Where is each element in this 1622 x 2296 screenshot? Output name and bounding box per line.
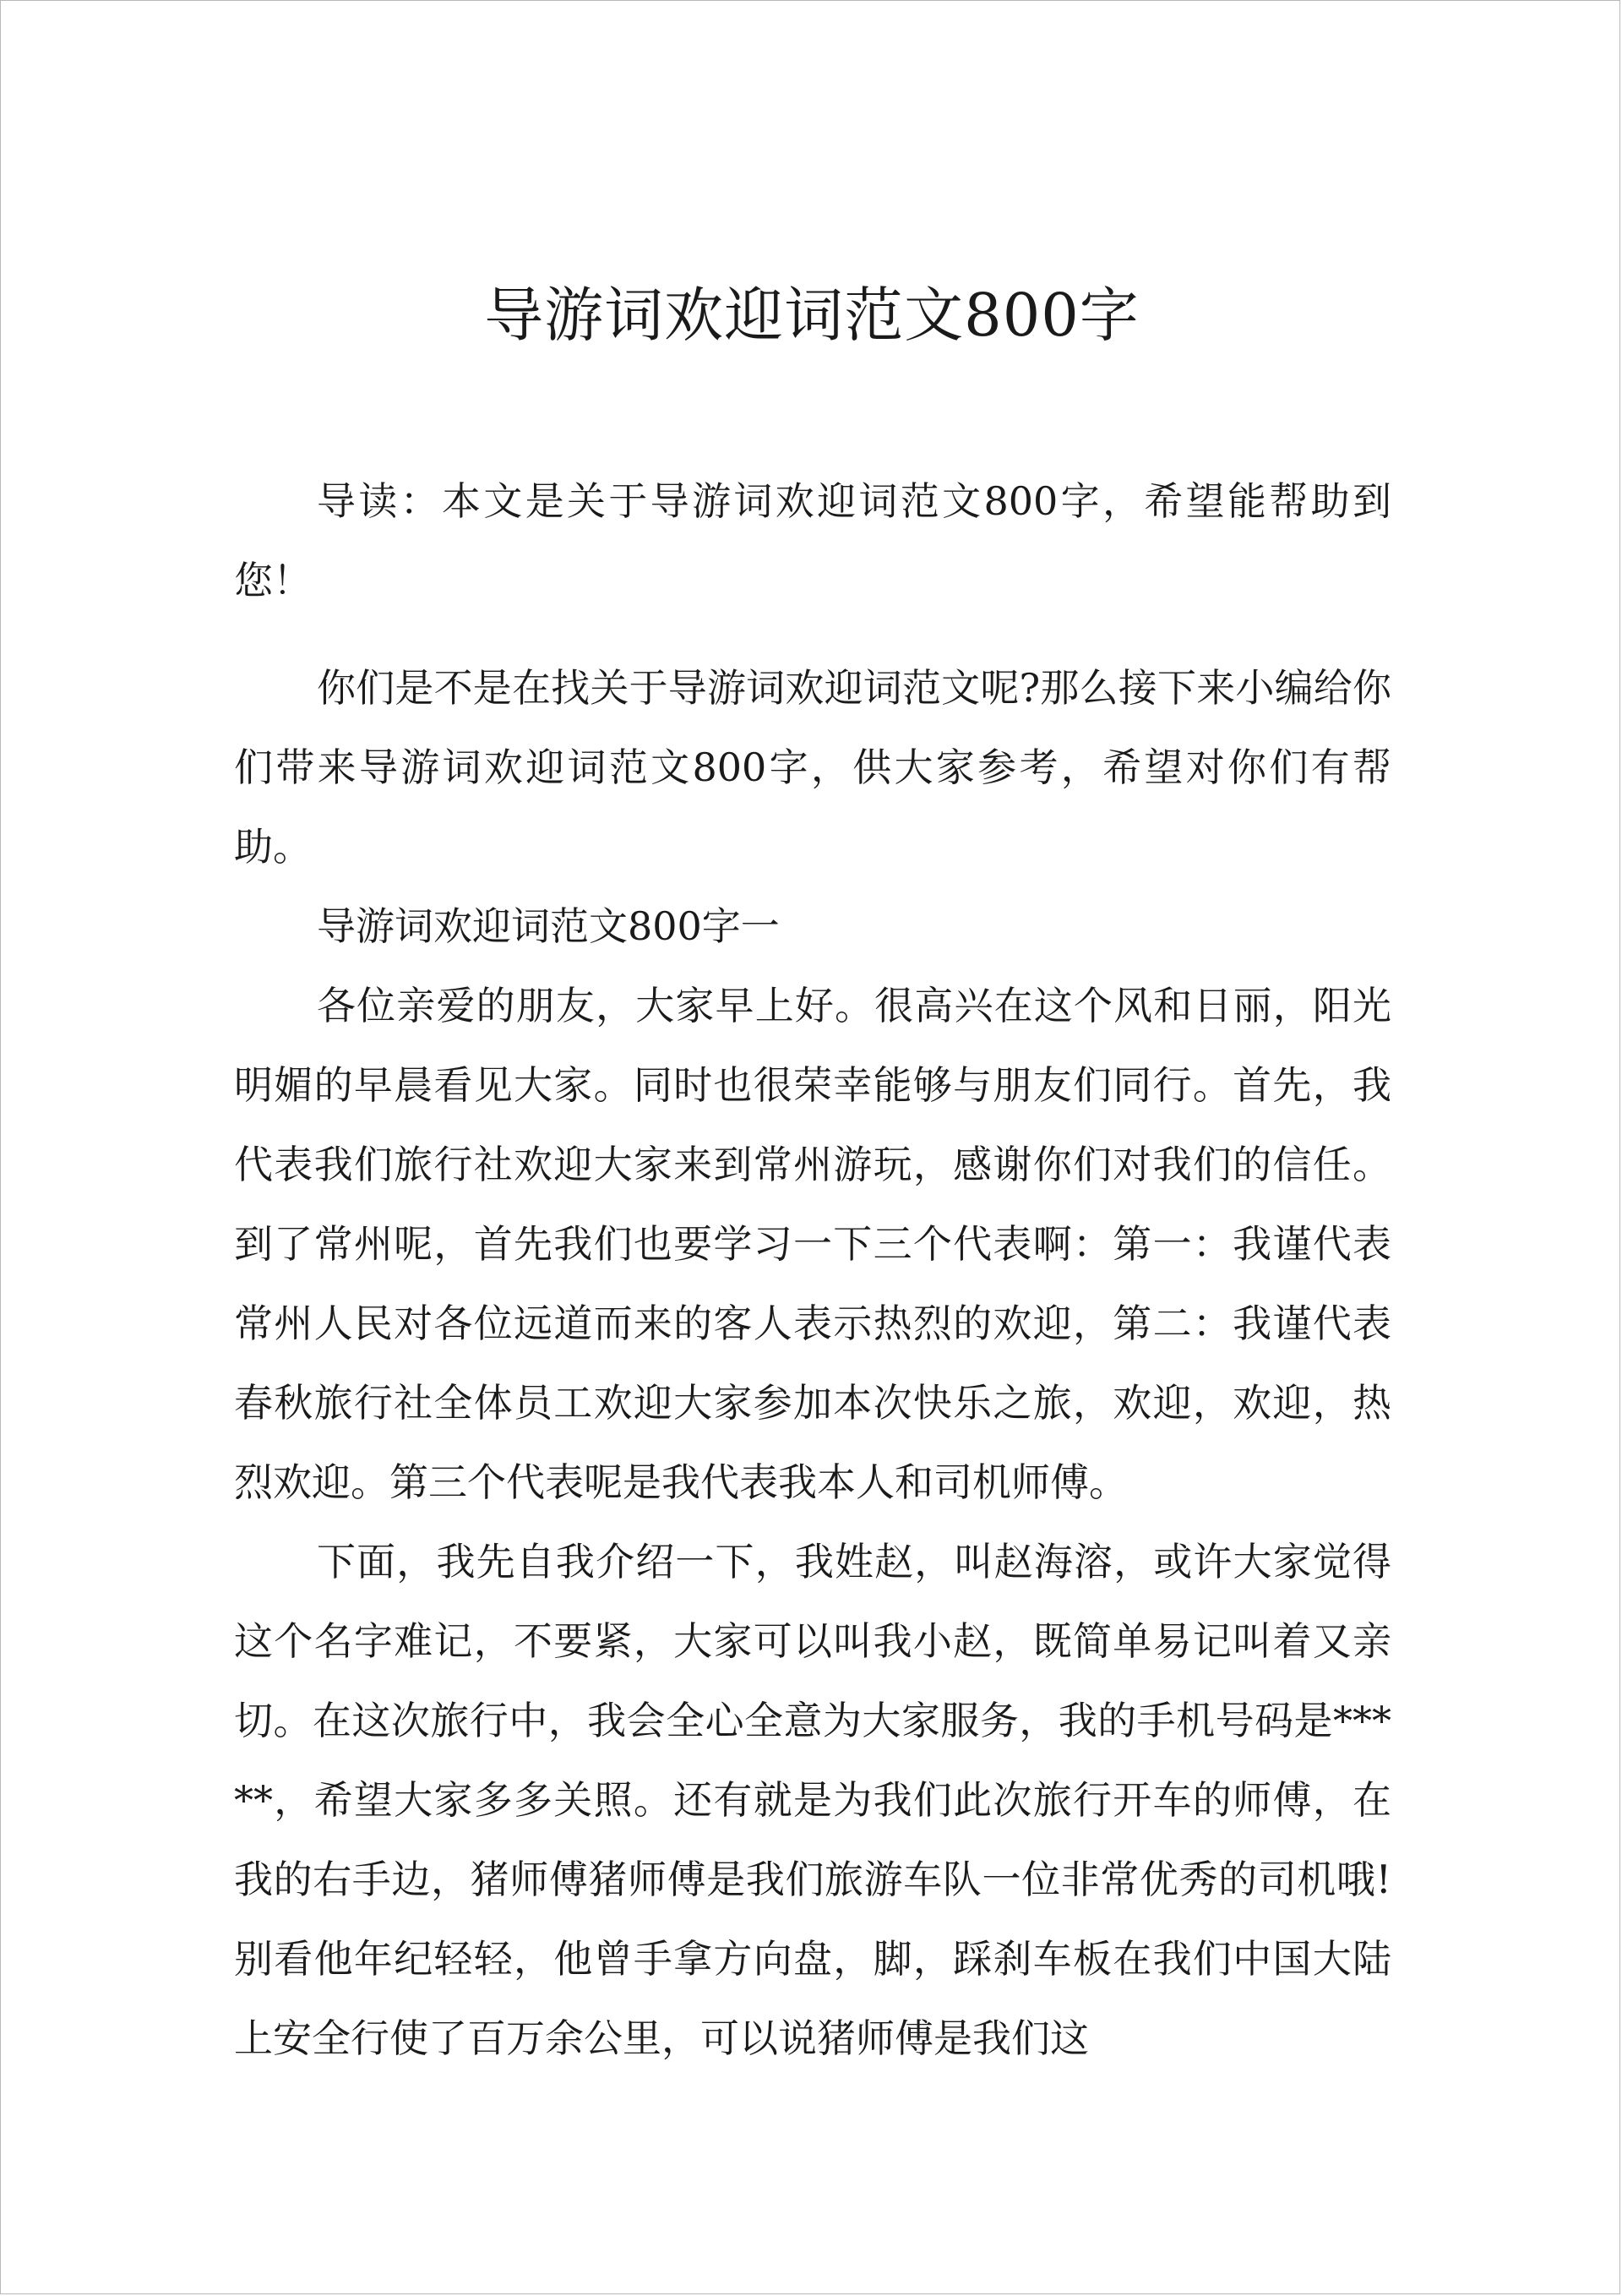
- body-paragraph-2: 下面，我先自我介绍一下，我姓赵，叫赵海溶，或许大家觉得这个名字难记，不要紧，大家可以叫我小赵，既简单易记叫着又亲切。在这次旅行中，我会全心全意为大家服务，我的手机号码是*****，希望大家多多关照。还有就是为我们此次旅行开车的师傅，在我的右手边，猪师傅猪师傅是我们旅游车队一位非常优秀的司机哦!别看他年纪轻轻，他曾手拿方向盘，脚，踩刹车板在我们中国大陆上安全行使了百万余公里，可以说猪师傅是我们这: [234, 1539, 1391, 2061]
- section-heading: 导游词欢迎词范文800字一: [317, 903, 780, 949]
- lead-paragraph: 你们是不是在找关于导游词欢迎词范文呢?那么接下来小编给你们带来导游词欢迎词范文800字，供大家参考，希望对你们有帮助。: [234, 665, 1391, 870]
- document-title: 导游词欢迎词范文800字: [484, 281, 1140, 350]
- intro-paragraph: 导读：本文是关于导游词欢迎词范文800字，希望能帮助到您！: [234, 478, 1391, 603]
- body-paragraph-1: 各位亲爱的朋友，大家早上好。很高兴在这个风和日丽，阳光明媚的早晨看见大家。同时也很荣幸能够与朋友们同行。首先，我代表我们旅行社欢迎大家来到常州游玩，感谢你们对我们的信任。到了常州呢，首先我们也要学习一下三个代表啊：第一：我谨代表常州人民对各位远道而来的客人表示热烈的欢迎，第二：我谨代表春秋旅行社全体员工欢迎大家参加本次快乐之旅，欢迎，欢迎，热烈欢迎。第三个代表呢是我代表我本人和司机师傅。: [234, 983, 1391, 1505]
